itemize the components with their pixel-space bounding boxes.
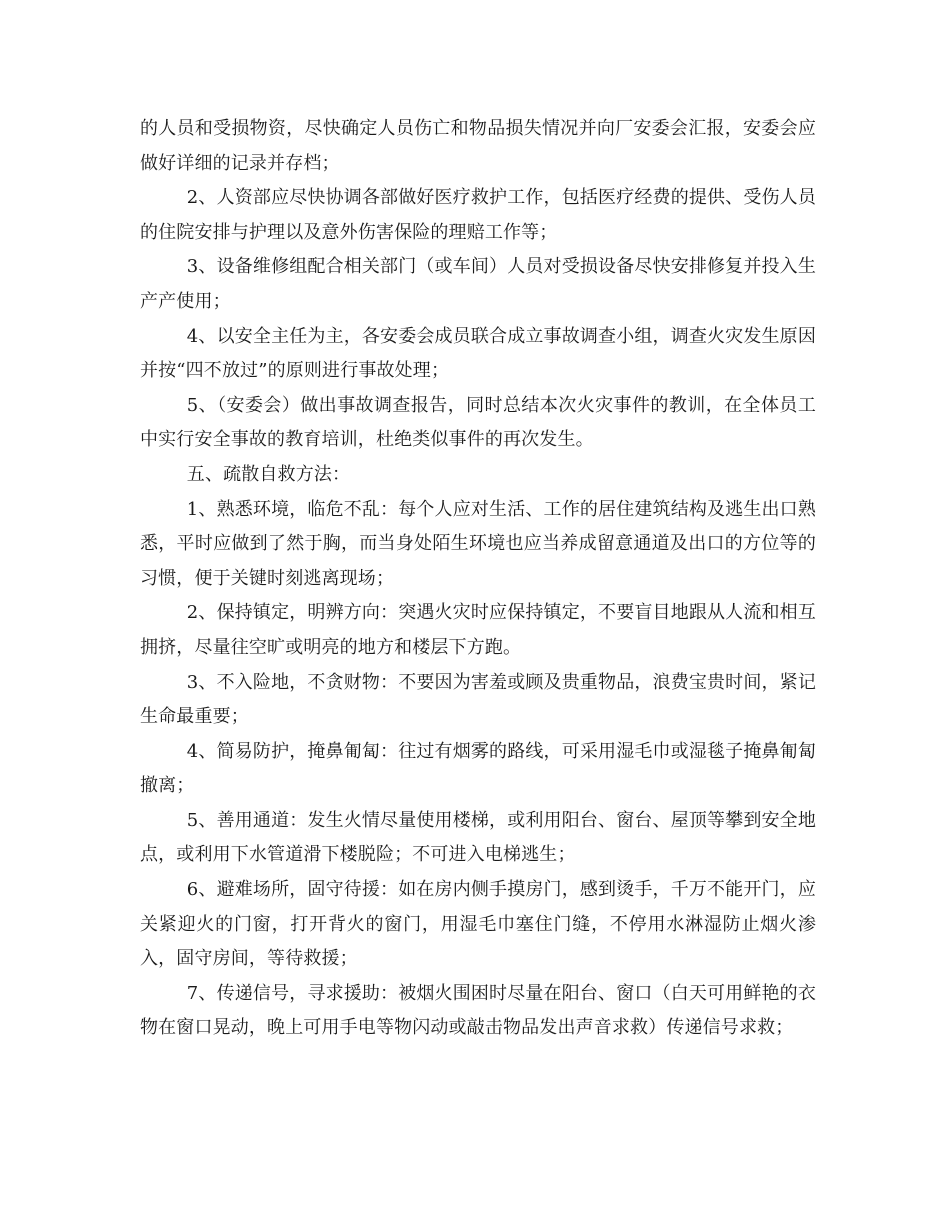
paragraph-item-5-report: 5、（安委会）做出事故调查报告，同时总结本次火灾事件的教训，在全体员工中实行安全事故的教育培训，杜绝类似事件的再次发生。 xyxy=(140,394,816,451)
paragraph-item-3-equipment: 3、设备维修组配合相关部门（或车间）人员对受损设备尽快安排修复并投入生产产使用； xyxy=(140,256,816,312)
paragraph-evacuation-7: 7、传递信号，寻求援助：被烟火围困时尽量在阳台、窗口（白天可用鲜艳的衣物在窗口晃动，晚上可用手电等物闪动或敲击物品发出声音求救）传递信号求救； xyxy=(140,982,816,1039)
paragraph-continued: 的人员和受损物资，尽快确定人员伤亡和物品损失情况并向厂安委会汇报，安委会应做好详细的记录并存档； xyxy=(140,118,816,174)
paragraph-evacuation-4: 4、简易防护，掩鼻匍匐：往过有烟雾的路线，可采用湿毛巾或湿毯子掩鼻匍匐撤离； xyxy=(140,740,816,797)
paragraph-evacuation-6: 6、避难场所，固守待援：如在房内侧手摸房门，感到烫手，千万不能开门，应关紧迎火的门窗，打开背火的窗门，用湿毛巾塞住门缝，不停用水淋湿防止烟火渗入，固守房间，等待救援； xyxy=(140,879,816,970)
section-heading-evacuation: 五、疏散自救方法： xyxy=(186,463,351,485)
paragraph-evacuation-2: 2、保持镇定，明辨方向：突遇火灾时应保持镇定，不要盲目地跟从人流和相互拥挤，尽量往空旷或明亮的地方和楼层下方跑。 xyxy=(140,602,816,658)
paragraph-item-4-investigation: 4、以安全主任为主，各安委会成员联合成立事故调查小组，调查火灾发生原因并按“四不放过”的原则进行事故处理； xyxy=(140,325,816,382)
paragraph-evacuation-3: 3、不入险地，不贪财物：不要因为害羞或顾及贵重物品，浪费宝贵时间，紧记生命最重要； xyxy=(140,671,816,728)
document-body xyxy=(140,112,816,1046)
paragraph-evacuation-1: 1、熟悉环境，临危不乱：每个人应对生活、工作的居住建筑结构及逃生出口熟悉，平时应做到了然于胸，而当身处陌生环境也应当养成留意通道及出口的方位等的习惯，便于关键时刻逃离现场； xyxy=(140,498,816,589)
paragraph-evacuation-5: 5、善用通道：发生火情尽量使用楼梯，或利用阳台、窗台、屋顶等攀到安全地点，或利用下水管道滑下楼脱险；不可进入电梯逃生； xyxy=(140,809,816,866)
paragraph-item-2-medical: 2、人资部应尽快协调各部做好医疗救护工作，包括医疗经费的提供、受伤人员的住院安排与护理以及意外伤害保险的理赔工作等； xyxy=(140,187,816,243)
